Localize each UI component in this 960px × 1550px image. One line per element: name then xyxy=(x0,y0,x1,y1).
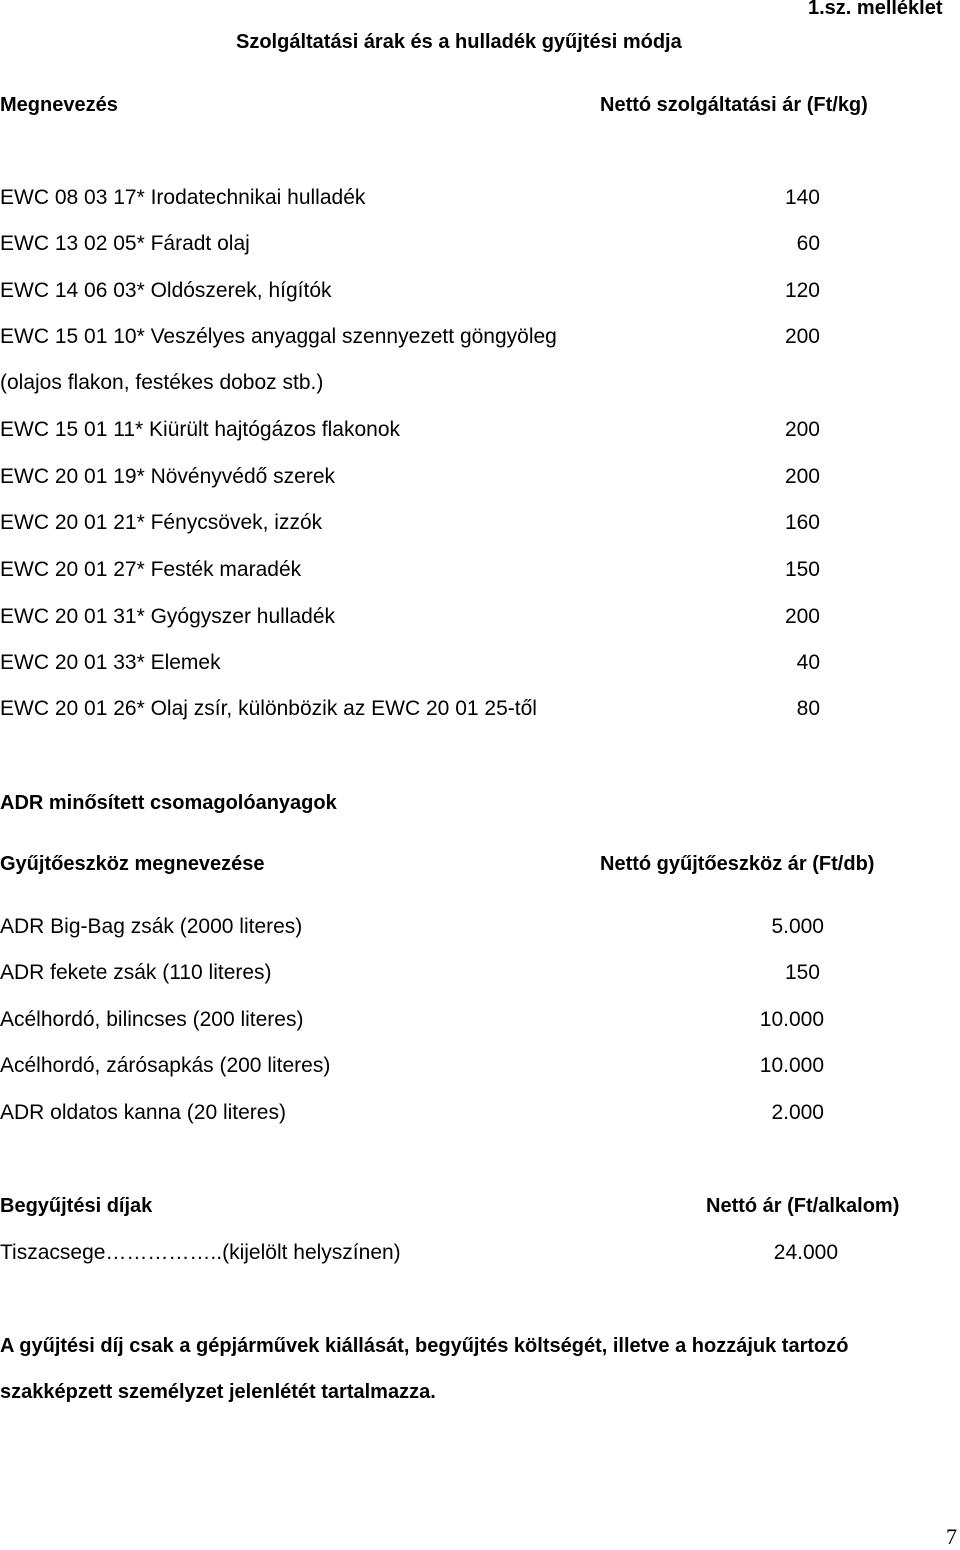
service-name-continuation: (olajos flakon, festékes doboz stb.) xyxy=(0,371,324,394)
adr-item-price: 5.000 xyxy=(771,915,824,938)
service-name: EWC 20 01 19* Növényvédő szerek xyxy=(0,465,336,488)
collection-item-price: 24.000 xyxy=(773,1241,838,1264)
service-price: 200 xyxy=(784,605,820,628)
service-name: EWC 20 01 21* Fénycsövek, izzók xyxy=(0,511,323,534)
adr-item-name: ADR Big-Bag zsák (2000 literes) xyxy=(0,915,303,938)
note-line-2: szakképzett személyzet jelenlétét tartalmazza. xyxy=(0,1381,436,1403)
collection-col-price: Nettó ár (Ft/alkalom) xyxy=(706,1195,900,1217)
service-name: EWC 13 02 05* Fáradt olaj xyxy=(0,232,250,255)
service-name: EWC 20 01 31* Gyógyszer hulladék xyxy=(0,605,336,628)
service-price: 150 xyxy=(784,558,820,581)
service-price: 80 xyxy=(796,697,820,720)
service-price: 60 xyxy=(796,232,820,255)
service-price: 40 xyxy=(796,651,820,674)
service-price: 140 xyxy=(784,186,820,209)
service-price: 120 xyxy=(784,279,820,302)
adr-item-name: ADR fekete zsák (110 literes) xyxy=(0,961,272,984)
service-price: 200 xyxy=(784,418,820,441)
services-col-name: Megnevezés xyxy=(0,94,118,116)
adr-heading: ADR minősített csomagolóanyagok xyxy=(0,792,337,814)
page-number: 7 xyxy=(946,1524,957,1549)
service-name: EWC 15 01 11* Kiürült hajtógázos flakonok xyxy=(0,418,401,441)
adr-item-name: Acélhordó, bilincses (200 literes) xyxy=(0,1008,304,1031)
service-name: EWC 08 03 17* Irodatechnikai hulladék xyxy=(0,186,366,209)
adr-item-name: ADR oldatos kanna (20 literes) xyxy=(0,1101,286,1124)
page-title: Szolgáltatási árak és a hulladék gyűjtési módja xyxy=(236,31,682,53)
service-price: 160 xyxy=(784,511,820,534)
service-name: EWC 15 01 10* Veszélyes anyaggal szennyezett göngyöleg xyxy=(0,325,557,348)
service-name: EWC 20 01 27* Festék maradék xyxy=(0,558,302,581)
adr-col-name: Gyűjtőeszköz megnevezése xyxy=(0,853,265,875)
adr-col-price: Nettó gyűjtőeszköz ár (Ft/db) xyxy=(600,853,875,875)
annex-label: 1.sz. melléklet xyxy=(808,0,943,19)
note-line-1: A gyűjtési díj csak a gépjárművek kiállását, begyűjtés költségét, illetve a hozzájuk tartozó xyxy=(0,1335,849,1357)
adr-item-price: 10.000 xyxy=(759,1008,824,1031)
service-name: EWC 14 06 03* Oldószerek, hígítók xyxy=(0,279,332,302)
service-name: EWC 20 01 26* Olaj zsír, különbözik az EWC 20 01 25-től xyxy=(0,697,537,720)
service-price: 200 xyxy=(784,325,820,348)
adr-item-price: 10.000 xyxy=(759,1054,824,1077)
collection-item-name: Tiszacsege……………..(kijelölt helyszínen) xyxy=(0,1241,401,1264)
services-col-price: Nettó szolgáltatási ár (Ft/kg) xyxy=(600,94,868,116)
adr-item-price: 2.000 xyxy=(771,1101,824,1124)
collection-col-name: Begyűjtési díjak xyxy=(0,1195,153,1217)
service-name: EWC 20 01 33* Elemek xyxy=(0,651,221,674)
adr-item-price: 150 xyxy=(784,961,820,984)
service-price: 200 xyxy=(784,465,820,488)
adr-item-name: Acélhordó, zárósapkás (200 literes) xyxy=(0,1054,331,1077)
